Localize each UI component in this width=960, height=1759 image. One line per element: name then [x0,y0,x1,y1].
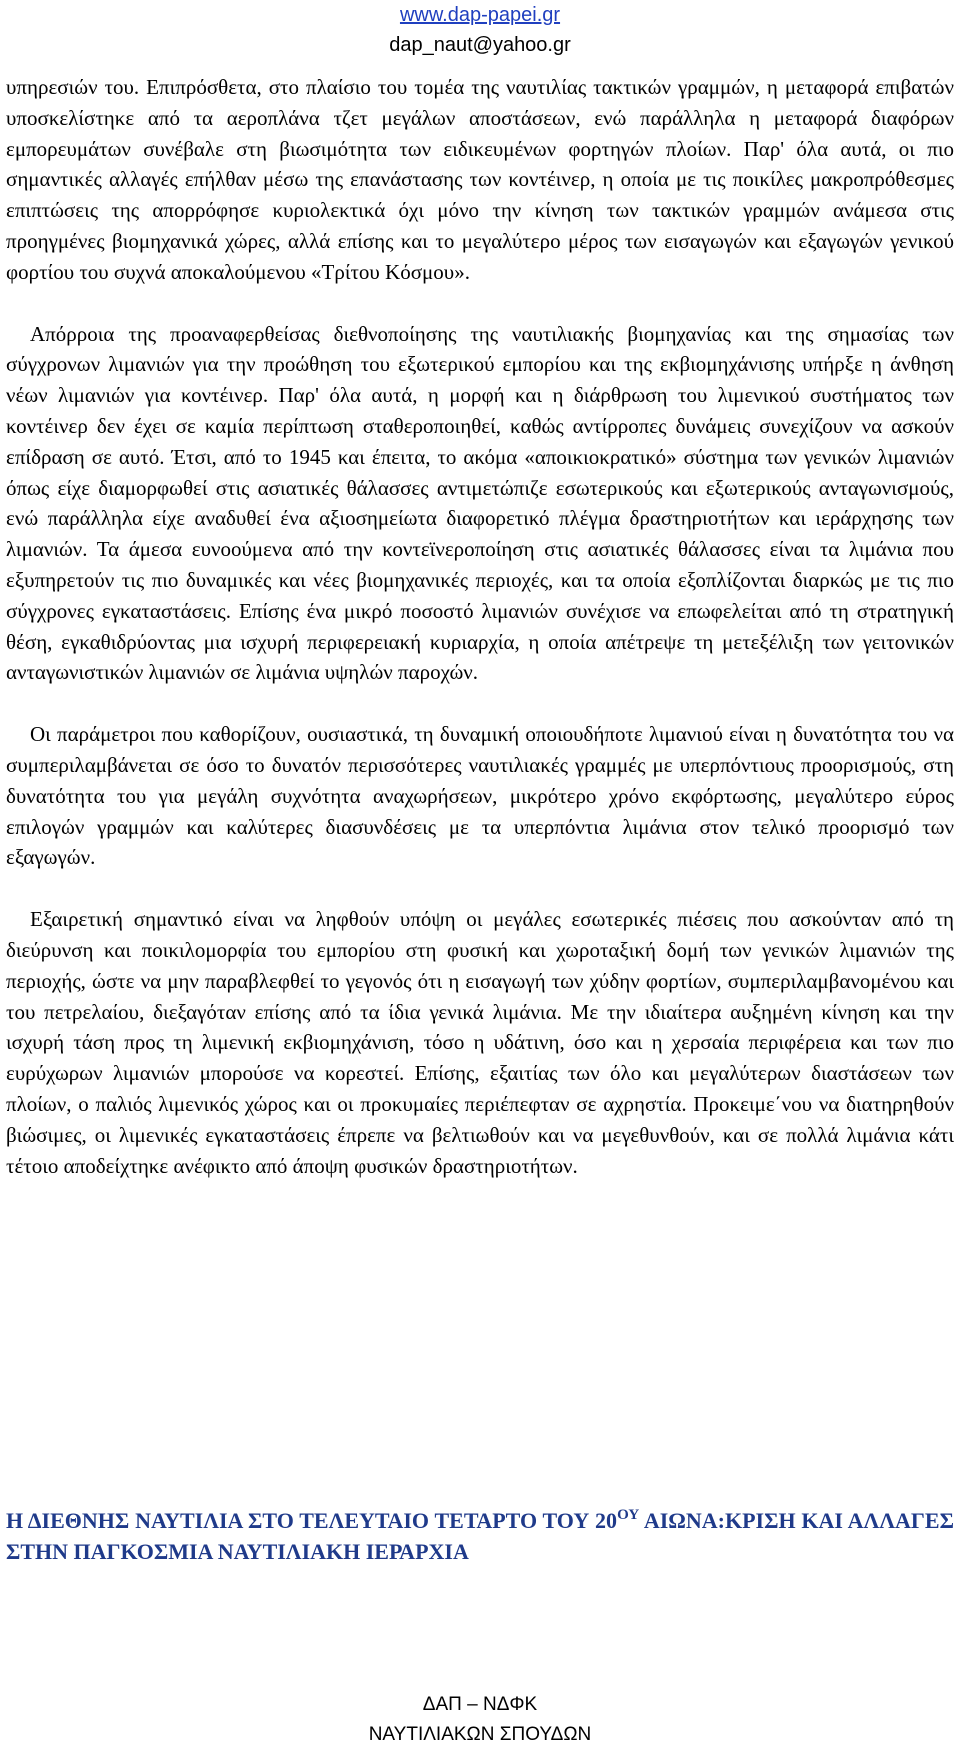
heading-superscript: ΟΥ [617,1507,640,1523]
paragraph-continuation: υπηρεσιών του. Επιπρόσθετα, στο πλαίσιο του τομέα της ναυτιλίας τακτικών γραμμών, η μεταφορά επιβατών υποσκελίστηκε από τα αεροπλάνα τζετ μεγάλων αποστάσεων, ενώ παράλληλα η μεταφορά διαφόρων εμπορευμάτων συνέβαλε στη βιωσιμότητα των ειδικευμένων φορτηγών πλοίων. Παρ' όλα αυτά, οι πιο σημαντικές αλλαγές επήλθαν μέσω της επανάστασης των κοντέινερ, η οποία με τις ποικίλες μακροπρόθεσμες επιπτώσεις της απορρόφησε κυριολεκτικά όχι μόνο την κίνηση των τακτικών γραμμών ανάμεσα στις προηγμένες βιομηχανικά χώρες, αλλά επίσης και το μεγαλύτερο μέρος των εισαγωγών και εξαγωγών γενικού φορτίου του συχνά αποκαλούμενου «Τρίτου Κόσμου». [6,75,954,284]
paragraph-internal-pressures: Εξαιρετική σημαντικό είναι να ληφθούν υπόψη οι μεγάλες εσωτερικές πιέσεις που ασκούνταν από τη διεύρυνση και ποικιλομορφία του εμπορίου στη φυσική και χωροταξική δομή των γενικών λιμανιών της περιοχής, ώστε να μην παραβλεφθεί το γεγονός ότι η εισαγωγή των χύδην φορτίων, συμπεριλαμβανομένου και του πετρελαίου, διεξαγόταν επίσης από τα ίδια γενικά λιμάνια. Με την ιδιαίτερα αυξημένη κίνηση και την ισχυρή τάση προς τη λιμενική εκβιομηχάνιση, τόσο η υδάτινη, όσο και η χερσαία περιφέρεια και των πιο ευρύχωρων λιμανιών μπορούσε να κορεστεί. Επίσης, εξαιτίας των όλο και μεγαλύτερων διαστάσεων των πλοίων, ο παλιός λιμενικός χώρος και οι προκυμαίες περιέπεφταν σε αχρηστία. Προκειμε΄νου να διατηρηθούν βιώσιμες, οι λιμενικές εγκαταστάσεις έπρεπε να βελτιωθούν και να μεγεθυνθούν, και σε πολλά λιμάνια κάτι τέτοιο αποδείχτηκε ανέφικτο από άποψη φυσικών δραστηριοτήτων. [6,907,954,1178]
heading-text: Η ΔΙΕΘΝΗΣ ΝΑΥΤΙΛΙΑ ΣΤΟ ΤΕΛΕΥΤΑΙΟ ΤΕΤΑΡΤΟ ΤΟΥ 20 [6,1508,618,1533]
paragraph-port-parameters: Οι παράμετροι που καθορίζουν, ουσιαστικά, τη δυναμική οποιουδήποτε λιμανιού είναι η δυνατότητα του να συμπεριλαμβάνεται σε όσο το δυνατόν περισσότερες ναυτιλιακές γραμμές με υπερπόντιους προορισμούς, στη δυνατότητα του για μεγάλη συχνότητα αναχωρήσεων, μικρότερο χρόνο εκφόρτωσης, μεγαλύτερο εύρος επιλογών γραμμών και καλύτερες διασυνδέσεις με τα υπερπόντια λιμάνια στον τελικό προορισμό των εξαγωγών. [6,722,954,870]
section-heading [6,1505,954,1567]
paragraph-ports-internationalization: Απόρροια της προαναφερθείσας διεθνοποίησης της ναυτιλιακής βιομηχανίας και της σημασίας των σύγχρονων λιμανιών για την προώθηση του εξωτερικού εμπορίου και της εκβιομηχάνισης υπήρξε η άνθηση νέων λιμανιών για κοντέινερ. Παρ' όλα αυτά, η μορφή και η διάρθρωση του λιμενικού συστήματος των κοντέινερ δεν έχει σε καμία περίπτωση σταθεροποιηθεί, καθώς αντίρροπες δυνάμεις συνεχίζουν να ασκούν επίδραση σε αυτό. Έτσι, από το 1945 και έπειτα, το ακόμα «αποικιοκρατικό» σύστημα των γενικών λιμανιών όπως είχε διαμορφωθεί στις ασιατικές θάλασσες αντιμετώπιζε εσωτερικούς και εξωτερικούς ανταγωνισμούς, ενώ παράλληλα είχε αναδυθεί ένα αξιοσημείωτα διαφορετικό πλέγμα δραστηριοτήτων και ιεράρχησης των λιμανιών. Τα άμεσα ευνοούμενα από την κοντεϊνεροποίηση στις ασιατικές θάλασσες είναι τα λιμάνια που εξυπηρετούν τις πιο δυναμικές και νέες βιομηχανικές περιοχές, και τα οποία εξοπλίζονται διαρκώς με τις πιο σύγχρονες εγκαταστάσεις. Επίσης ένα μικρό ποσοστό λιμανιών συνέχισε να επωφελείται από τη στρατηγική θέση, εγκαθιδρύοντας μια ισχυρή περιφερειακή κυριαρχία, η οποία απέτρεψε τη μετεξέλιξη των γειτονικών ανταγωνιστικών λιμανιών σε λιμάνια υψηλών παροχών. [6,321,954,685]
page-footer [0,1690,960,1750]
contact-email: dap_naut@yahoo.gr [389,34,571,56]
website-link[interactable]: www.dap-papei.gr [399,4,561,26]
heading-text-continued: ΑΙΩΝΑ:ΚΡΙΣΗ ΚΑΙ ΑΛΛΑΓΕΣ ΣΤΗΝ ΠΑΓΚΟΣΜΙΑ ΝΑΥΤΙΛΙΑΚΗ ΙΕΡΑΡΧΙΑ [6,1508,954,1564]
footer-organization: ΔΑΠ – ΝΔΦΚ [422,1694,538,1715]
footer-department: ΝΑΥΤΙΛΙΑΚΩΝ ΣΠΟΥΔΩΝ [368,1724,592,1745]
page-header [0,0,960,60]
article-body [6,72,954,1181]
